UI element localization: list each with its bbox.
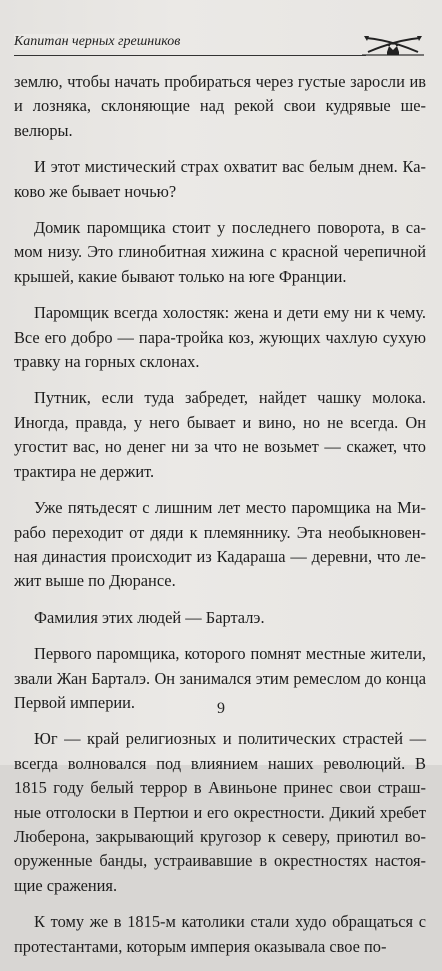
paragraph: Путник, если туда забредет, найдет чашку молока. Иногда, правда, у него бывает и вино, но не всегда. Он угостит вас, но денег ни за что не возьмет — скажет, что трактира не держит. [14,388,426,481]
paragraph: землю, чтобы начать пробираться через густые заросли ив и лозняка, склоняющие над рекой свои кудрявые шевелюры. [14,72,426,140]
header-rule [14,55,366,56]
running-title: Капитан черных грешников [14,34,186,50]
paragraph: Уже пятьдесят с лишним лет место паромщика на Мирабо переходит от дяди к племяннику. Эта необыкновенная династия происходит из Кадараша — деревни, что лежит выше по Дюрансе. [14,498,426,591]
paragraph: Юг — край религиозных и политических страстей — всегда волновался под влиянием наших революций. В 1815 году белый террор в Авиньоне принес свои страшные отголоски в Пертюи и его окрестности. Дикий хребет Люберона, закрывающий кругозор к северу, приютил вооруженные банды, устраивавшие в окрестностях настоящие сражения. [14,729,426,895]
body-text [14,70,426,971]
paragraph: Первого паромщика, которого помнят местные жители, звали Жан Барталэ. Он занимался этим ремеслом до конца Первой империи. [14,644,426,712]
paragraph: К тому же в 1815-м католики стали худо обращаться с протестантами, которым империя оказывала свое по- [14,912,426,956]
paragraph: Фамилия этих людей — Барталэ. [34,607,265,627]
paragraph: И этот мистический страх охватит вас белым днем. Каково же бывает ночью? [14,157,426,201]
page-header [14,30,426,64]
paragraph: Паромщик всегда холостяк: жена и дети ему ни к чему. Все его добро — пара-тройка коз, жующих чахлую сухую травку на горных склонах. [14,303,426,372]
paragraph: Домик паромщика стоит у последнего поворота, в самом низу. Это глинобитная хижина с красной черепичной крышей, какие бывают только на юге Франции. [14,218,426,286]
crossed-sabres-crown-icon [360,30,426,62]
page-number: 9 [217,700,225,717]
